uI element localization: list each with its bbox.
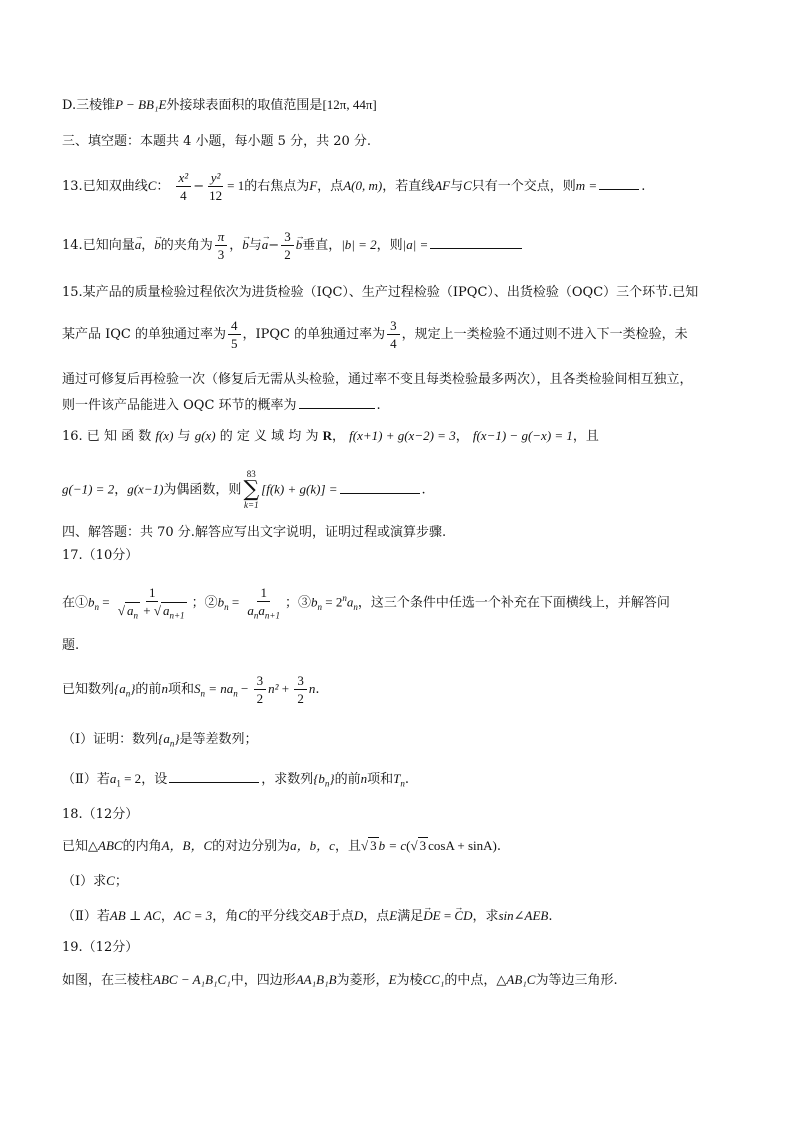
fraction: $\frac{\text{x²}}{4}$ <box>176 171 192 202</box>
question-13: 13.已知双曲线C： $\frac{\text{x²}}{4}$ − $\frac{\text{y²}}{12}$ = 1的右焦点为F，点A(0, m)，若直线AF与C只有一个交点，则m = . <box>62 170 646 203</box>
question-17-conditions-end: 题. <box>62 638 80 653</box>
question-18-part-2: （Ⅱ）若AB ⊥ AC，AC = 3，角C的平分线交AB于点D，点E满足→ DE = → CD，求sin∠AEB. <box>62 906 754 927</box>
question-18-premise: 已知△ABC的内角A，B，C的对边分别为a，b，c，且√ 3 b = c(√ 3 cosA + sinA). <box>62 838 501 854</box>
question-19-heading: 19.（12分） <box>62 940 139 955</box>
fraction: $\frac{1}{√ a_n + √ a_{n+1}}$ <box>117 584 185 621</box>
question-17-part-2: （Ⅱ）若$a_1 = 2$，设 ，求数列$\{b_n\}$的前n项和$T_n$. <box>62 768 754 794</box>
section-4-heading: 四、解答题：共 70 分.解答应写出文字说明，证明过程或演算步骤. <box>62 525 447 540</box>
question-15-line-2: 某产品 IQC 的单独通过率为 $\frac{4}{5}$ ，IPQC 的单独通过率为 $\frac{3}{4}$ ，规定上一类检验不通过则不进入下一类检验，未 <box>62 318 688 351</box>
fraction: $\frac{3}{4}$ <box>387 319 400 350</box>
section-3-heading: 三、填空题：本题共 4 小题，每小题 5 分，共 20 分. <box>62 134 372 149</box>
question-17-part-1: （Ⅰ）证明：数列$\{a_n\}$是等差数列； <box>62 731 258 749</box>
question-14: 14.已知向量→ a，→ b的夹角为 $\frac{\pi}{3}$ ，→ b与→ a− $\frac{3}{2}$ → b垂直，|b| = 2，则|a| = <box>62 228 754 263</box>
fraction: $\frac{3}{2}$ <box>281 230 294 261</box>
question-19-premise: 如图，在三棱柱ABC − A₁B₁C₁中，四边形AA₁B₁B为菱形，E为棱CC₁的中点，△AB₁C为等边三角形. <box>62 972 618 988</box>
question-17-premise: 已知数列$\{a_n\}$的前n项和$S_n = na_n$ − $\frac{3}{2}$ n² + $\frac{3}{2}$ n. <box>62 673 320 706</box>
question-18-part-1: （Ⅰ）求C； <box>62 873 128 889</box>
fraction: $\frac{3}{2}$ <box>294 674 307 705</box>
answer-blank[interactable] <box>340 479 420 494</box>
fraction: $\frac{1}{a_na_{n+1}}$ <box>247 584 280 621</box>
question-17-conditions: 在$①b_n$ = $\frac{1}{√ a_n + √ a_{n+1}}$ ；$②b_n$ = $\frac{1}{a_na_{n+1}}$ ；$③b_n = 2^na_n$，这三个条件中任选一个补充在下面横线上，并解答问 <box>62 584 670 621</box>
answer-blank[interactable] <box>299 394 375 409</box>
question-17-heading: 17.（10分） <box>62 548 139 563</box>
question-18-heading: 18.（12分） <box>62 807 139 822</box>
option-d: D.三棱锥P − BB₁E外接球表面积的取值范围是[12π, 44π] <box>62 97 377 113</box>
fraction: $\frac{\text{y²}}{12}$ <box>209 170 223 203</box>
fraction: $\frac{\pi}{3}$ <box>215 230 228 261</box>
question-15-line-4: 则一件该产品能进入 OQC 环节的概率为 . <box>62 394 754 416</box>
condition-blank[interactable] <box>169 768 259 783</box>
question-16-line-1: 16. 已 知 函 数 f(x) 与 g(x) 的 定 义 域 均 为 R， f(x+1) + g(x−2) = 3， f(x−1) − g(−x) = 1，且 <box>62 428 599 444</box>
question-15-line-3: 通过可修复后再检验一次（修复后无需从头检验，通过率不变且每类检验最多两次），且各类检验间相互独立， <box>62 372 693 387</box>
answer-blank[interactable] <box>430 234 522 249</box>
fraction: $\frac{3}{2}$ <box>254 674 267 705</box>
question-15-line-1: 15.某产品的质量检验过程依次为进货检验（IQC）、生产过程检验（IPQC）、出货检验（OQC）三个环节.已知 <box>62 285 699 300</box>
summation-sign: 83 ∑ k=1 <box>243 469 260 510</box>
question-16-line-2: g(−1) = 2，g(x−1)为偶函数，则 83 ∑ k=1 [f(k) + g(k)] = . <box>62 469 426 510</box>
answer-blank[interactable] <box>599 175 639 190</box>
fraction: $\frac{4}{5}$ <box>228 319 241 350</box>
